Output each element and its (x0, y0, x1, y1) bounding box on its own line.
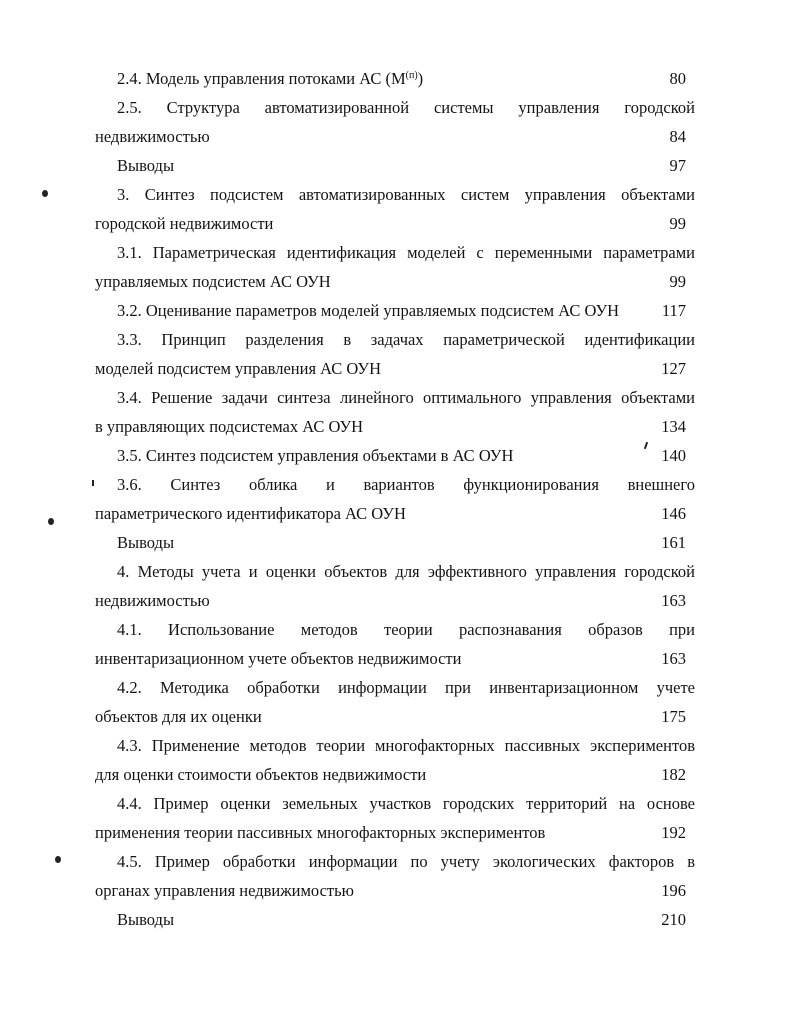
toc-entry-4-3-line2: для оценки стоимости объектов недвижимости (95, 765, 427, 784)
toc-entry-3-5-page: 140 (661, 446, 686, 465)
toc-entry-3-1-line1: 3.1. Параметрическая идентификация моделей с переменными параметрами (117, 243, 695, 262)
toc-entry-3-6-page: 146 (661, 504, 686, 523)
toc-entry-2-5-page: 84 (669, 127, 686, 146)
toc-entry-4-1-line1: 4.1. Использование методов теории распознавания образов при (117, 620, 695, 639)
scan-speck (644, 442, 648, 449)
toc-entry-vyvody-4-title: Выводы (117, 910, 175, 929)
toc-entry-4-4-page: 192 (661, 823, 686, 842)
toc-entry-3-4-line2: в управляющих подсистемах АС ОУН (95, 417, 364, 436)
toc-entry-4-3-line1: 4.3. Применение методов теории многофакторных пассивных экспериментов (117, 736, 695, 755)
toc-entry-3-6-line2: параметрического идентификатора АС ОУН (95, 504, 406, 523)
toc-entry-4-page: 163 (661, 591, 686, 610)
toc-entry-4-5-line1: 4.5. Пример обработки информации по учету экологических факторов в (117, 852, 695, 871)
toc-entry-4-4-line1: 4.4. Пример оценки земельных участков городских территорий на основе (117, 794, 695, 813)
toc-entry-2-5-line1: 2.5. Структура автоматизированной системы управления городской (117, 98, 695, 117)
toc-entry-3-3-page: 127 (661, 359, 686, 378)
toc-entry-3-3-line2: моделей подсистем управления АС ОУН (95, 359, 381, 378)
toc-entry-4-2-line1: 4.2. Методика обработки информации при инвентаризационном учете (117, 678, 695, 697)
toc-entry-4-2-page: 175 (661, 707, 686, 726)
toc-entry-3-2-page: 117 (661, 301, 686, 320)
toc-entry-3-line2: городской недвижимости (95, 214, 274, 233)
toc-entry-2-4-page: 80 (669, 69, 686, 88)
toc-entry-3-line1: 3. Синтез подсистем автоматизированных систем управления объектами (117, 185, 695, 204)
toc-entry-4-1-line2: инвентаризационном учете объектов недвижимости (95, 649, 462, 668)
scan-speck (55, 856, 61, 863)
toc-entry-3-2-title: 3.2. Оценивание параметров моделей управляемых подсистем АС ОУН (117, 301, 620, 320)
toc-entry-2-4-title: 2.4. Модель управления потоками АС $(М^{(п)})$ (117, 69, 424, 88)
toc-entry-4-line2: недвижимостью (95, 591, 210, 610)
scan-speck (48, 518, 54, 525)
scan-speck (42, 190, 48, 197)
toc-entry-3-page: 99 (669, 214, 686, 233)
toc-entry-3-3-line1: 3.3. Принцип разделения в задачах параметрической идентификации (117, 330, 695, 349)
toc-entry-vyvody-3-title: Выводы (117, 533, 175, 552)
toc-entry-4-5-page: 196 (661, 881, 686, 900)
toc-entry-4-3-page: 182 (661, 765, 686, 784)
toc-entry-3-6-line1: 3.6. Синтез облика и вариантов функционирования внешнего (117, 475, 695, 494)
toc-entry-3-4-line1: 3.4. Решение задачи синтеза линейного оптимального управления объектами (117, 388, 695, 407)
toc-entry-3-1-page: 99 (669, 272, 686, 291)
toc-entry-4-4-line2: применения теории пассивных многофакторных экспериментов (95, 823, 546, 842)
toc-entry-3-4-page: 134 (661, 417, 686, 436)
toc-entry-4-5-line2: органах управления недвижимостью (95, 881, 354, 900)
toc-entry-vyvody-2-page: 97 (669, 156, 686, 175)
toc-entry-4-2-line2: объектов для их оценки (95, 707, 262, 726)
toc-entry-4-line1: 4. Методы учета и оценки объектов для эффективного управления городской (117, 562, 695, 581)
toc-entry-vyvody-2-title: Выводы (117, 156, 175, 175)
toc-entry-3-5-title: 3.5. Синтез подсистем управления объектами в АС ОУН (117, 446, 514, 465)
toc-entry-vyvody-4-page: 210 (661, 910, 686, 929)
scan-speck (92, 480, 94, 486)
toc-entry-4-1-page: 163 (661, 649, 686, 668)
toc-entry-vyvody-3-page: 161 (661, 533, 686, 552)
toc-entry-3-1-line2: управляемых подсистем АС ОУН (95, 272, 331, 291)
toc-entry-2-5-line2: недвижимостью (95, 127, 210, 146)
